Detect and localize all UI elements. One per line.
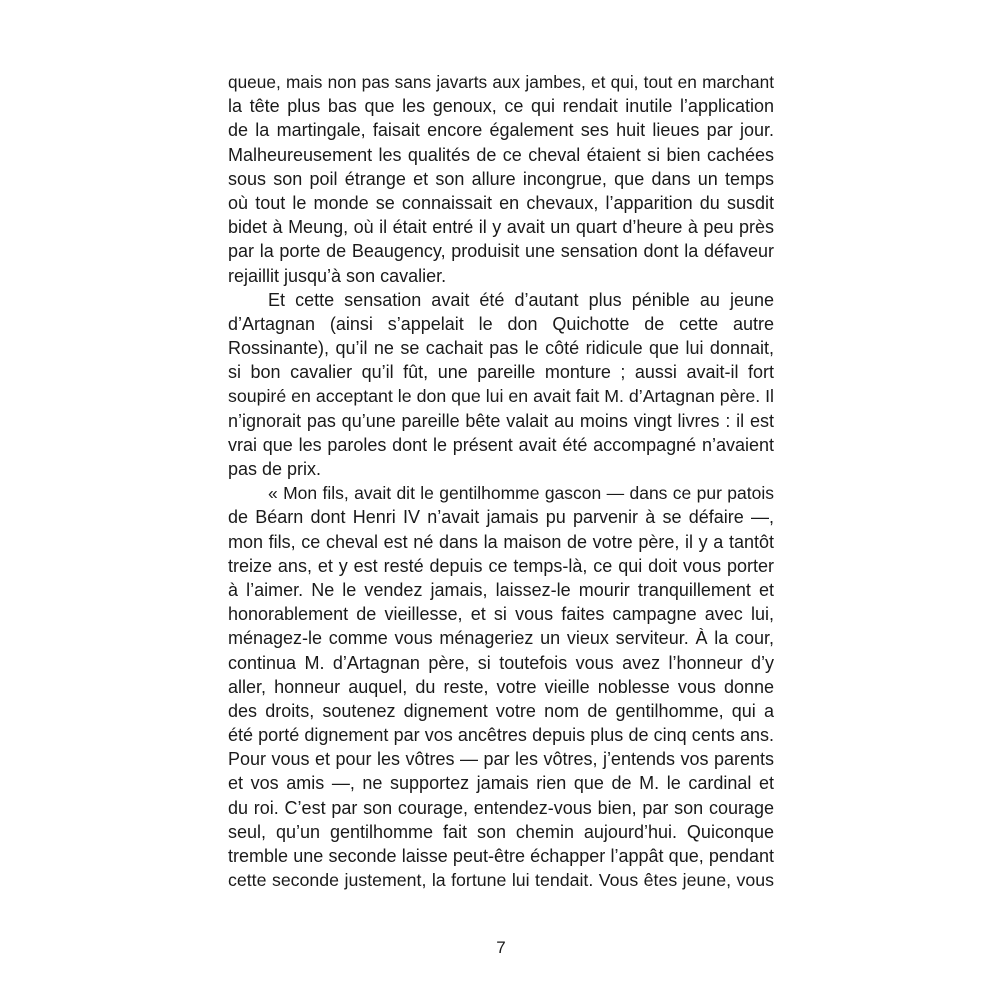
page-number: 7 — [496, 938, 506, 957]
text-line: treize ans, et y est resté depuis ce temps-là, ce qui doit vous porter — [228, 555, 774, 576]
text-line: de Béarn dont Henri IV n’avait jamais pu parvenir à se défaire —, — [228, 507, 774, 528]
text-line: honorablement de vieillesse, et si vous faites campagne avec lui, — [228, 604, 774, 625]
text-line: Et cette sensation avait été d’autant plus pénible au jeune — [268, 289, 774, 310]
text-line: cette seconde justement, la fortune lui tendait. Vous êtes jeune, vous — [228, 870, 774, 891]
book-page — [228, 70, 774, 960]
text-line: bidet à Meung, où il était entré il y avait un quart d’heure à peu près — [228, 217, 774, 238]
text-line: d’Artagnan (ainsi s’appelait le don Quichotte de cette autre — [228, 313, 774, 334]
text-line: aller, honneur auquel, du reste, votre vieille noblesse vous donne — [228, 676, 774, 697]
text-line: rejaillit jusqu’à son cavalier. — [228, 265, 447, 286]
text-line: été porté dignement par vos ancêtres depuis plus de cinq cents ans. — [228, 725, 774, 746]
text-line: soupiré en acceptant le don que lui en avait fait M. d’Artagnan père. Il — [228, 386, 774, 407]
text-line: par la porte de Beaugency, produisit une sensation dont la défaveur — [228, 241, 774, 262]
text-line: sous son poil étrange et son allure incongrue, que dans un temps — [228, 168, 774, 189]
text-line: du roi. C’est par son courage, entendez-vous bien, par son courage — [228, 797, 774, 818]
text-line: Rossinante), qu’il ne se cachait pas le côté ridicule que lui donnait, — [228, 338, 774, 359]
text-line: ménagez-le comme vous ménageriez un vieux serviteur. À la cour, — [228, 628, 774, 649]
text-line: de la martingale, faisait encore également ses huit lieues par jour. — [228, 120, 774, 141]
text-line: et vos amis —, ne supportez jamais rien que de M. le cardinal et — [228, 773, 774, 794]
text-line: où tout le monde se connaissait en chevaux, l’apparition du susdit — [228, 192, 774, 213]
text-line: mon fils, ce cheval est né dans la maison de votre père, il y a tantôt — [228, 531, 774, 552]
text-line: tremble une seconde laisse peut-être échapper l’appât que, pendant — [228, 846, 774, 866]
body-text — [228, 70, 774, 892]
text-line: à l’aimer. Ne le vendez jamais, laissez-le mourir tranquillement et — [228, 579, 774, 600]
text-line: continua M. d’Artagnan père, si toutefois vous avez l’honneur d’y — [228, 652, 774, 673]
text-line: queue, mais non pas sans javarts aux jambes, et qui, tout en marchant — [228, 72, 774, 92]
text-line: vrai que les paroles dont le présent avait été accompagné n’avaient — [228, 434, 774, 455]
text-line: n’ignorait pas qu’une pareille bête valait au moins vingt livres : il est — [228, 410, 774, 431]
text-line: Malheureusement les qualités de ce cheval étaient si bien cachées — [228, 144, 774, 165]
text-line: « Mon fils, avait dit le gentilhomme gascon — dans ce pur patois — [268, 483, 774, 504]
text-line: seul, qu’un gentilhomme fait son chemin aujourd’hui. Quiconque — [228, 821, 774, 842]
text-line: si bon cavalier qu’il fût, une pareille monture ; aussi avait-il fort — [228, 362, 774, 383]
text-line: la tête plus bas que les genoux, ce qui rendait inutile l’application — [228, 96, 774, 117]
text-line: des droits, soutenez dignement votre nom de gentilhomme, qui a — [228, 700, 774, 721]
text-line: Pour vous et pour les vôtres — par les vôtres, j’entends vos parents — [228, 749, 774, 770]
text-line: pas de prix. — [228, 459, 322, 479]
